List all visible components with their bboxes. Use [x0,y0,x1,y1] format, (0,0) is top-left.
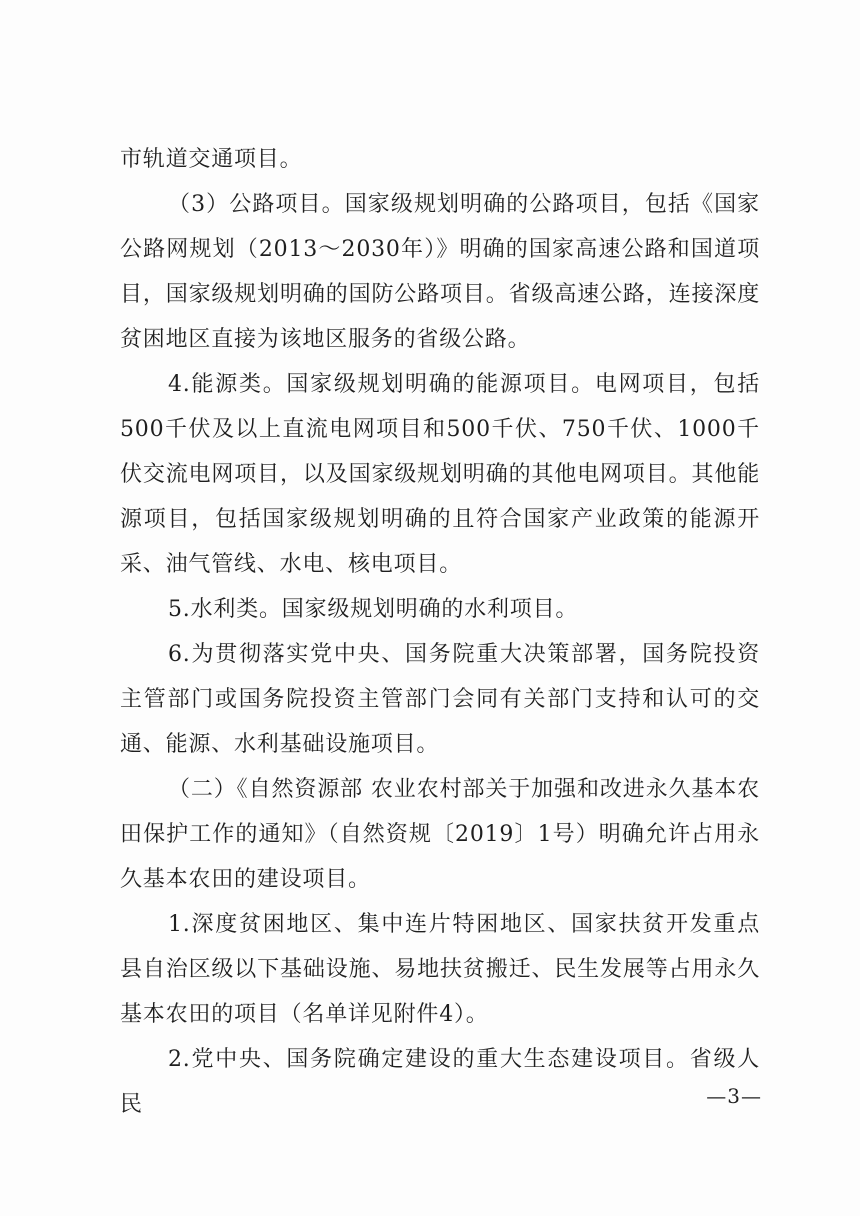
page-number: —3— [706,1084,762,1108]
paragraph-water-projects: 5.水利类。国家级规划明确的水利项目。 [168,597,579,622]
paragraph-highway-projects: （3）公路项目。国家级规划明确的公路项目，包括《国家公路网规划（2013～2030年）》明确的国家高速公路和国道项目，国家级规划明确的国防公路项目。省级高速公路，连接深度贫困地区直接为该地区服务的省级公路。 [120,192,760,352]
paragraph-section-two-heading: （二）《自然资源部 农业农村部关于加强和改进永久基本农田保护工作的通知》（自然资规〔2019〕1号）明确允许占用永久基本农田的建设项目。 [120,777,760,892]
paragraph-ecological-projects: 2.党中央、国务院确定建设的重大生态建设项目。省级人民 [120,1047,760,1117]
paragraph-poverty-area-projects: 1.深度贫困地区、集中连片特困地区、国家扶贫开发重点县自治区级以下基础设施、易地扶贫搬迁、民生发展等占用永久基本农田的项目（名单详见附件4）。 [120,912,760,1027]
paragraph-state-council-projects: 6.为贯彻落实党中央、国务院重大决策部署，国务院投资主管部门或国务院投资主管部门会同有关部门支持和认可的交通、能源、水利基础设施项目。 [120,642,760,757]
paragraph-energy-projects: 4.能源类。国家级规划明确的能源项目。电网项目，包括500千伏及以上直流电网项目和500千伏、750千伏、1000千伏交流电网项目，以及国家级规划明确的其他电网项目。其他能源项目，包括国家级规划明确的且符合国家产业政策的能源开采、油气管线、水电、核电项目。 [120,372,760,577]
paragraph-continuation: 市轨道交通项目。 [120,147,303,172]
body-text [120,137,760,1127]
